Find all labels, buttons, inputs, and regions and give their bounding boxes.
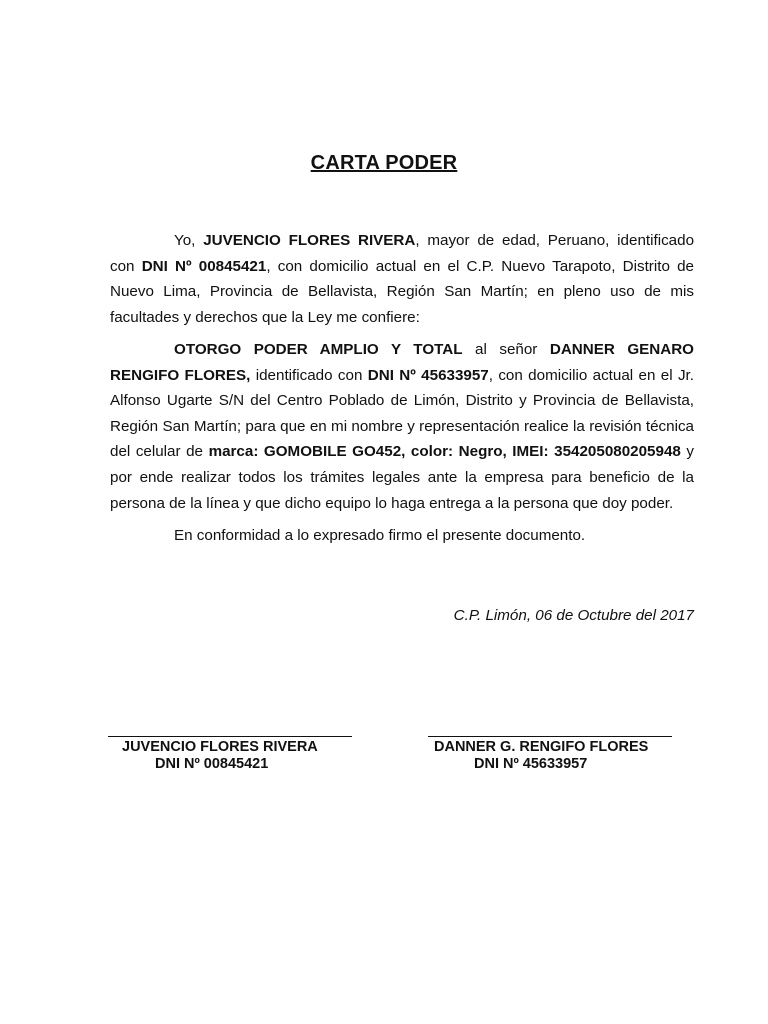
signature-name: JUVENCIO FLORES RIVERA: [122, 739, 318, 755]
device-details: marca: GOMOBILE GO452, color: Negro, IMEI: 354205080205948: [208, 443, 681, 461]
text: Yo,: [174, 232, 204, 249]
signature-dni: DNI Nº 45633957: [474, 756, 588, 772]
text: y por ende realizar todos los trámites legales ante la empresa para beneficio de la persona de la línea y que dicho equipo lo haga entrega a la persona que doy poder.: [110, 443, 694, 512]
paragraph-grantor: [110, 228, 694, 330]
grantee-name: DANNER GENARO RENGIFO FLORES,: [110, 341, 694, 384]
grantee-dni: DNI Nº 45633957: [367, 366, 489, 384]
signature-line: [428, 736, 672, 737]
paragraph-conformity: [110, 523, 694, 549]
signature-block-grantee: [428, 736, 672, 773]
text: al señor: [462, 341, 550, 358]
signature-name: DANNER G. RENGIFO FLORES: [434, 739, 649, 755]
grantor-dni: DNI Nº 00845421: [141, 257, 267, 275]
text: identificado con: [250, 366, 368, 384]
text: En conformidad a lo expresado firmo el presente documento.: [174, 527, 586, 544]
signature-block-grantor: [108, 736, 352, 773]
paragraph-grant: [110, 337, 694, 516]
document-title: CARTA PODER: [310, 152, 458, 174]
signature-dni: DNI Nº 00845421: [155, 756, 269, 772]
grantor-name: JUVENCIO FLORES RIVERA: [203, 232, 416, 249]
text: , con domicilio actual en el C.P. Nuevo Tarapoto, Distrito de Nuevo Lima, Provincia de Bellavista, Región San Martín; en pleno uso de mis facultades y derechos que la Ley me confiere:: [110, 257, 694, 326]
text: , mayor de edad, Peruano, identificado con: [110, 232, 695, 275]
text: , con domicilio actual en el Jr. Alfonso Ugarte S/N del Centro Poblado de Limón, Distrito y Provincia de Bellavista, Región San Martín; para que en mi nombre y representación realice la revisión técnica del celular de: [110, 366, 694, 461]
grant-statement: OTORGO PODER AMPLIO Y TOTAL: [174, 341, 463, 358]
signature-line: [108, 736, 352, 737]
date-line: C.P. Limón, 06 de Octubre del 2017: [453, 607, 694, 624]
